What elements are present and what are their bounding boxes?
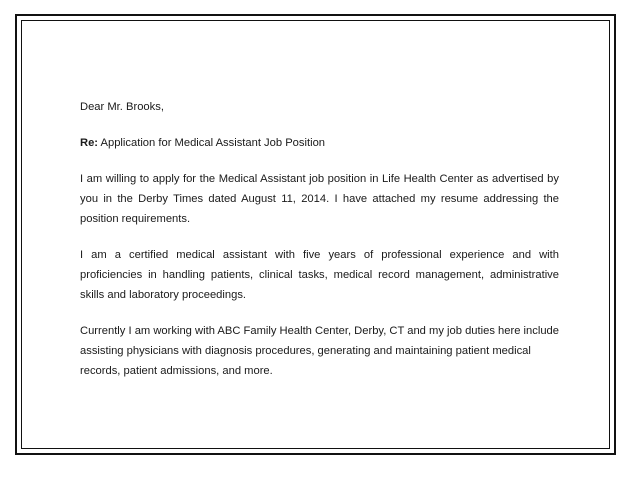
paragraph-3: Currently I am working with ABC Family Health Center, Derby, CT and my job duties here include assisting physicians with diagnosis procedures, generating and maintaining patient medical records, patient admissions, and more.	[80, 325, 559, 377]
subject-label: Re:	[80, 137, 99, 149]
paragraph-1: I am willing to apply for the Medical Assistant job position in Life Health Center as advertised by you in the Derby Times dated August 11, 2014. I have attached my resume addressing the position requirements.	[80, 173, 559, 225]
subject-text: Application for Medical Assistant Job Position	[98, 137, 326, 149]
salutation: Dear Mr. Brooks,	[80, 101, 164, 113]
letter-body	[80, 97, 559, 397]
subject-line	[80, 133, 559, 153]
paragraph-2: I am a certified medical assistant with five years of professional experience and with proficiencies in handling patients, clinical tasks, medical record management, administrative skills and laboratory proceedings.	[80, 249, 559, 301]
